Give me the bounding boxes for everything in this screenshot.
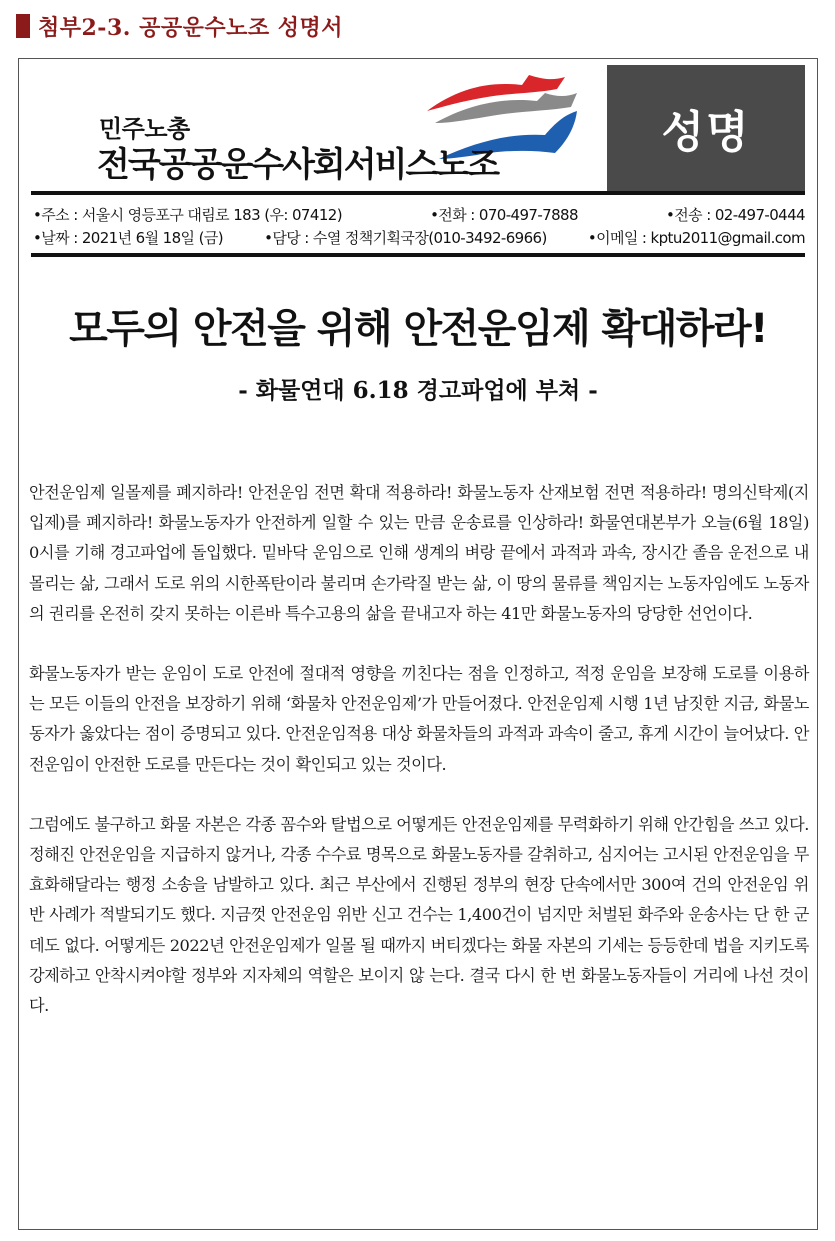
contact-person-text: •담당 : 수열 정책기획국장(010-3492-6966) [264,229,547,247]
union-name: 전국공공운수사회서비스노조 [97,145,498,185]
body-paragraph: 안전운임제 일몰제를 폐지하라! 안전운임 전면 확대 적용하라! 화물노동자 산재보험 전면 적용하라! 명의신탁제(지입제)를 폐지하라! 화물노동자가 안전하게 일할 수 있는 만큼 운송료를 인상하라! 화물연대본부가 오늘(6월 18일) 0시를 기해 경고파업에 돌입했다. 밑바닥 운임으로 인해 생계의 벼랑 끝에서 과적과 과속, 장시간 졸음 운전으로 내몰리는 삶, 그래서 도로 위의 시한폭탄이라 불리며 손가락질 받는 삶, 이 땅의 물류를 책임지는 노동자임에도 노동자의 권리를 온전히 갖지 못하는 이른바 특수고용의 삶을 끝내고자 하는 41만 화물노동자의 당당한 선언이다. [29,483,809,623]
confederation-name: 민주노총 [99,115,190,143]
union-banner [19,59,817,191]
phone-text: •전화 : 070-497-7888 [430,206,578,224]
attachment-header [16,10,343,42]
contact-line-2 [33,227,805,248]
red-square-icon [16,14,30,38]
email-text: •이메일 : kptu2011@gmail.com [587,229,805,247]
statement-subtitle: - 화물연대 6.18 경고파업에 부쳐 - [238,377,598,404]
date-text: •날짜 : 2021년 6월 18일 (금) [33,229,223,247]
contact-line-1 [33,204,805,225]
statement-body [29,478,809,1051]
fax-text: •전송 : 02-497-0444 [666,206,805,224]
statement-label-box [607,65,805,191]
body-paragraph: 화물노동자가 받는 운임이 도로 안전에 절대적 영향을 끼친다는 점을 인정하고, 적정 운임을 보장해 도로를 이용하는 모든 이들의 안전을 보장하기 위해 ‘화물차 안전운임제’가 만들어졌다. 안전운임제 시행 1년 남짓한 지금, 화물노동자가 옳았다는 점이 증명되고 있다. 안전운임적용 대상 화물차들의 과적과 과속이 줄고, 휴게 시간이 늘어났다. 안전운임이 안전한 도로를 만든다는 것이 확인되고 있는 것이다. [29,664,809,774]
address-text: •주소 : 서울시 영등포구 대림로 183 (우: 07412) [33,206,342,224]
attachment-title: 첨부2-3. 공공운수노조 성명서 [38,14,343,41]
statement-title: 모두의 안전을 위해 안전운임제 확대하라! [69,306,767,352]
document-frame [18,58,818,1230]
header-divider-bottom [31,253,805,257]
body-paragraph: 그럼에도 불구하고 화물 자본은 각종 꼼수와 탈법으로 어떻게든 안전운임제를 무력화하기 위해 안간힘을 쓰고 있다. 정해진 안전운임을 지급하지 않거나, 각종 수수료 명목으로 화물노동자를 갈취하고, 심지어는 고시된 안전운임을 무효화해달라는 행정 소송을 남발하고 있다. 최근 부산에서 진행된 정부의 현장 단속에서만 300여 건의 안전운임 위반 사례가 적발되기도 했다. 지금껏 안전운임 위반 신고 건수는 1,400건이 넘지만 처벌된 화주와 운송사는 단 한 군데도 없다. 어떻게든 2022년 안전운임제가 일몰 될 때까지 버티겠다는 화물 자본의 기세는 등등한데 법을 지키도록 강제하고 안착시켜야할 정부와 지자체의 역할은 보이지 않 는다. 결국 다시 한 번 화물노동자들이 거리에 나선 것이다. [29,814,809,1016]
statement-label: 성명 [661,107,751,158]
header-divider-top [31,191,805,195]
